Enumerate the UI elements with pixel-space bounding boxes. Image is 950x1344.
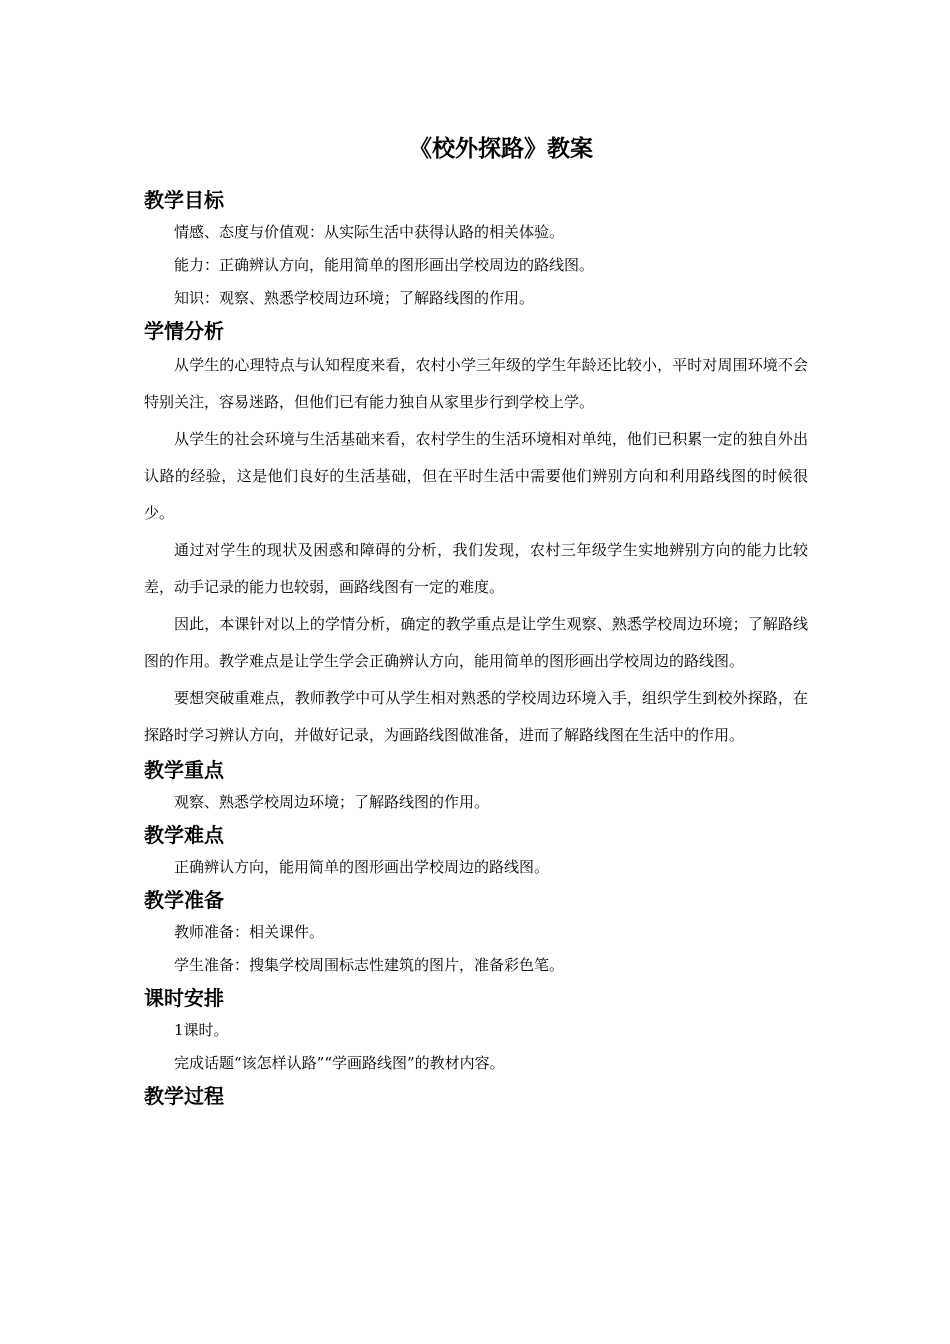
paragraph: 1课时。 <box>174 1021 229 1039</box>
paragraph: 情感、态度与价值观：从实际生活中获得认路的相关体验。 <box>174 223 565 241</box>
paragraph: 学生准备：搜集学校周围标志性建筑的图片，准备彩色笔。 <box>174 956 565 974</box>
section-heading-difficulties: 教学难点 <box>144 823 224 847</box>
paragraph: 要想突破重难点，教师教学中可从学生相对熟悉的学校周边环境入手，组织学生到校外探路，在探路时学习辨认方向，并做好记录，为画路线图做准备，进而了解路线图在生活中的作用。 <box>144 689 808 744</box>
paragraph: 能力：正确辨认方向，能用简单的图形画出学校周边的路线图。 <box>174 256 595 274</box>
section-heading-preparation: 教学准备 <box>144 888 224 912</box>
paragraph: 教师准备：相关课件。 <box>174 923 325 941</box>
section-heading-key-points: 教学重点 <box>144 758 224 782</box>
paragraph: 通过对学生的现状及困惑和障碍的分析，我们发现，农村三年级学生实地辨别方向的能力比较差，动手记录的能力也较弱，画路线图有一定的难度。 <box>144 541 808 596</box>
section-heading-schedule: 课时安排 <box>144 986 224 1010</box>
paragraph: 观察、熟悉学校周边环境；了解路线图的作用。 <box>174 793 490 811</box>
paragraph: 正确辨认方向，能用简单的图形画出学校周边的路线图。 <box>174 858 550 876</box>
document-title: 《校外探路》教案 <box>409 136 593 162</box>
paragraph: 从学生的社会环境与生活基础来看，农村学生的生活环境相对单纯，他们已积累一定的独自外出认路的经验，这是他们良好的生活基础，但在平时生活中需要他们辨别方向和利用路线图的时候很少。 <box>144 430 808 522</box>
paragraph: 完成话题“该怎样认路”“学画路线图”的教材内容。 <box>174 1054 505 1072</box>
paragraph: 从学生的心理特点与认知程度来看，农村小学三年级的学生年龄还比较小，平时对周围环境不会特别关注，容易迷路，但他们已有能力独自从家里步行到学校上学。 <box>144 356 808 411</box>
document-body <box>144 184 808 1112</box>
paragraph: 知识：观察、熟悉学校周边环境；了解路线图的作用。 <box>174 289 535 307</box>
section-heading-teaching-goals: 教学目标 <box>144 188 224 212</box>
section-heading-student-analysis: 学情分析 <box>144 319 224 343</box>
section-heading-process: 教学过程 <box>144 1084 224 1108</box>
paragraph: 因此，本课针对以上的学情分析，确定的教学重点是让学生观察、熟悉学校周边环境；了解路线图的作用。教学难点是让学生学会正确辨认方向，能用简单的图形画出学校周边的路线图。 <box>144 615 808 670</box>
